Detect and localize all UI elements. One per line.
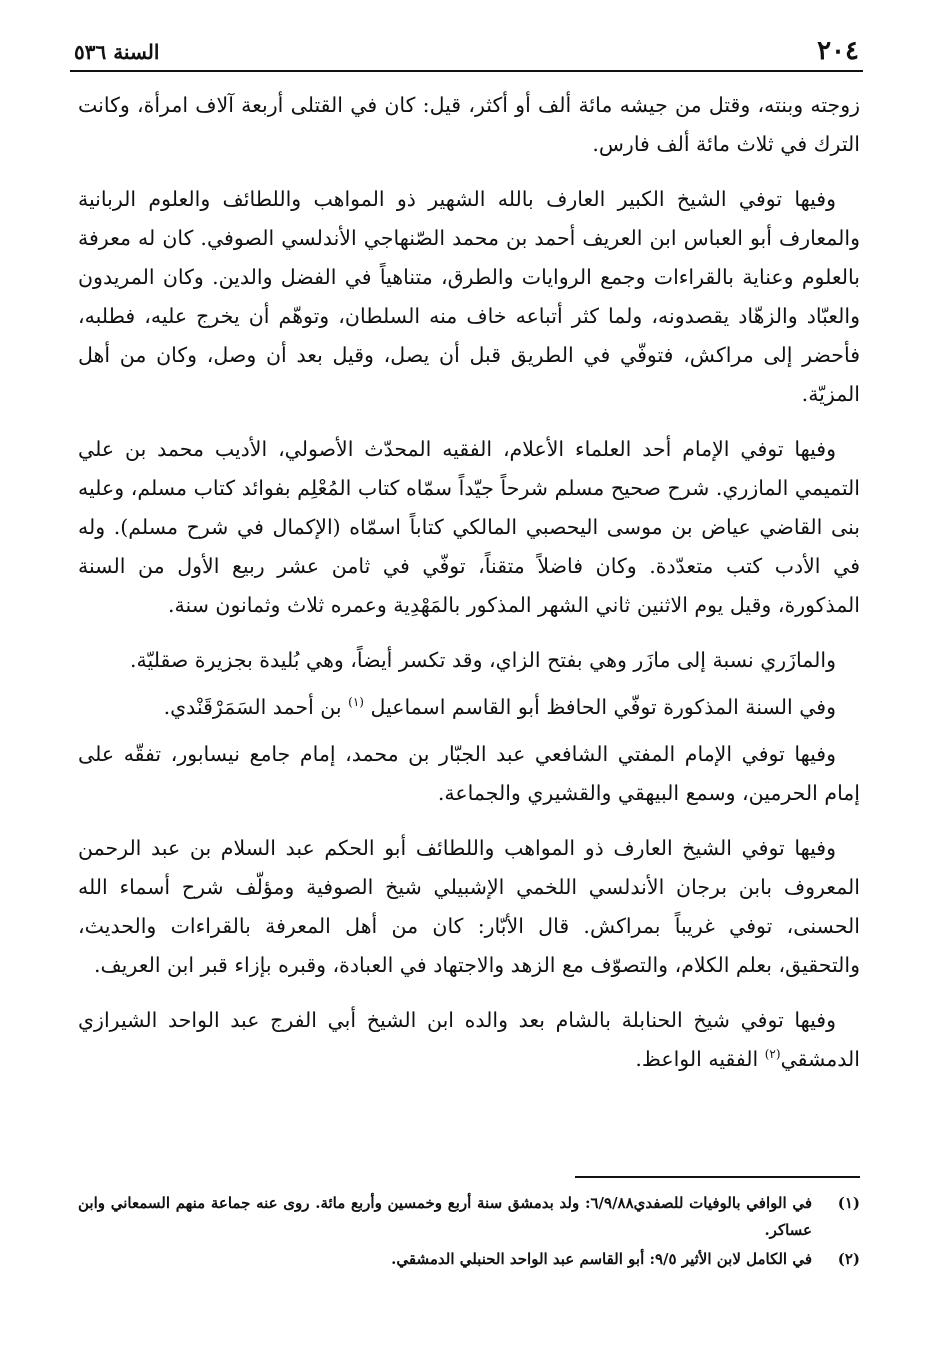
footnote-ref[interactable]: (٢) (764, 1047, 781, 1062)
footnote-divider (575, 1176, 860, 1178)
footnotes (78, 1190, 860, 1275)
paragraph: وفيها توفي الإمام أحد العلماء الأعلام، الفقيه المحدّث الأصولي، الأديب محمد بن علي التميمي المازري. شرح صحيح مسلم شرحاً جيّداً سمّاه كتاب المُعْلِم بفوائد كتاب مسلم، وعليه بنى القاضي عياض بن موسى اليحصبي المالكي كتاباً اسمّاه (الإكمال في شرح مسلم). وله في الأدب كتب متعدّدة. وكان فاضلاً متقناً، توفّي في ثامن عشر ربيع الأول من السنة المذكورة، وقيل يوم الاثنين ثاني الشهر المذكور بالمَهْدِية وعمره ثلاث وثمانون سنة. (78, 437, 860, 617)
footnote-ref[interactable]: (١) (348, 695, 364, 710)
paragraph-samarqandi (78, 688, 860, 727)
footnote (78, 1190, 860, 1244)
paragraph-shirazi (78, 1001, 860, 1079)
paragraph-text: بن أحمد السَمَرْقَنْدي. (163, 695, 342, 719)
paragraph-text: وفيها توفي شيخ الحنابلة بالشام بعد والده ابن الشيخ أبي الفرج عبد الواحد الشيرازي الدمشقي (78, 1008, 860, 1071)
main-text (78, 86, 860, 1095)
paragraph-text: وفي السنة المذكورة توفّي الحافظ أبو القاسم اسماعيل (370, 695, 836, 719)
footnote (78, 1246, 860, 1273)
running-head-year: السنة ٥٣٦ (74, 40, 160, 64)
page-number: ٢٠٤ (817, 36, 859, 66)
paragraph-text: الفقيه الواعظ. (635, 1047, 759, 1071)
footnote-text: في الكامل لابن الأثير ٩/٥: أبو القاسم عبد الواحد الحنبلي الدمشقي. (391, 1250, 812, 1268)
paragraph: وفيها توفي الشيخ العارف ذو المواهب واللطائف أبو الحكم عبد السلام بن عبد الرحمن المعروف بابن برجان الأندلسي اللخمي الإشبيلي شيخ الصوفية ومؤلّف شرح أسماء الله الحسنى، توفي غريباً بمراكش. قال الأبّار: كان من أهل المعرفة بالقراءات والحديث، والتحقيق، بعلم الكلام، والتصوّف مع الزهد والاجتهاد في العبادة، وقبره بإزاء قبر ابن العريف. (78, 836, 860, 977)
page-header (70, 30, 863, 72)
paragraph: وفيها توفي الشيخ الكبير العارف بالله الشهير ذو المواهب واللطائف والعلوم الربانية والمعارف أبو العباس ابن العريف أحمد بن محمد الصّنهاجي الأندلسي الصوفي. كان له معرفة بالعلوم وعناية بالقراءات وجمع الروايات والطرق، متناهياً في الفضل والدين. وكان المريدون والعبّاد والزهّاد يقصدونه، ولما كثر أتباعه خاف منه السلطان، وتوهّم أن يخرج عليه، فطلبه، فأحضر إلى مراكش، فتوفّي في الطريق قبل أن يصل، وقيل بعد أن وصل، وكان من أهل المزيّة. (78, 187, 860, 406)
footnote-mark: (١) (837, 1194, 860, 1212)
footnote-text: في الوافي بالوفيات للصفدي٦/٩/٨٨: ولد بدمشق سنة أربع وخمسين وأربع مائة. روى عنه جماعة منهم السمعاني وابن عساكر. (78, 1194, 812, 1239)
paragraph: والمازَري نسبة إلى مازَر وهي بفتح الزاي، وقد تكسر أيضاً، وهي بُليدة بجزيرة صقليّة. (130, 648, 836, 672)
footnote-mark: (٢) (837, 1250, 860, 1268)
paragraph: وفيها توفي الإمام المفتي الشافعي عبد الجبّار بن محمد، إمام جامع نيسابور، تفقّه على إمام الحرمين، وسمع البيهقي والقشيري والجماعة. (78, 742, 860, 805)
paragraph: زوجته وبنته، وقتل من جيشه مائة ألف أو أكثر، قيل: كان في القتلى أربعة آلاف امرأة، وكانت الترك في ثلاث مائة ألف فارس. (78, 93, 860, 156)
